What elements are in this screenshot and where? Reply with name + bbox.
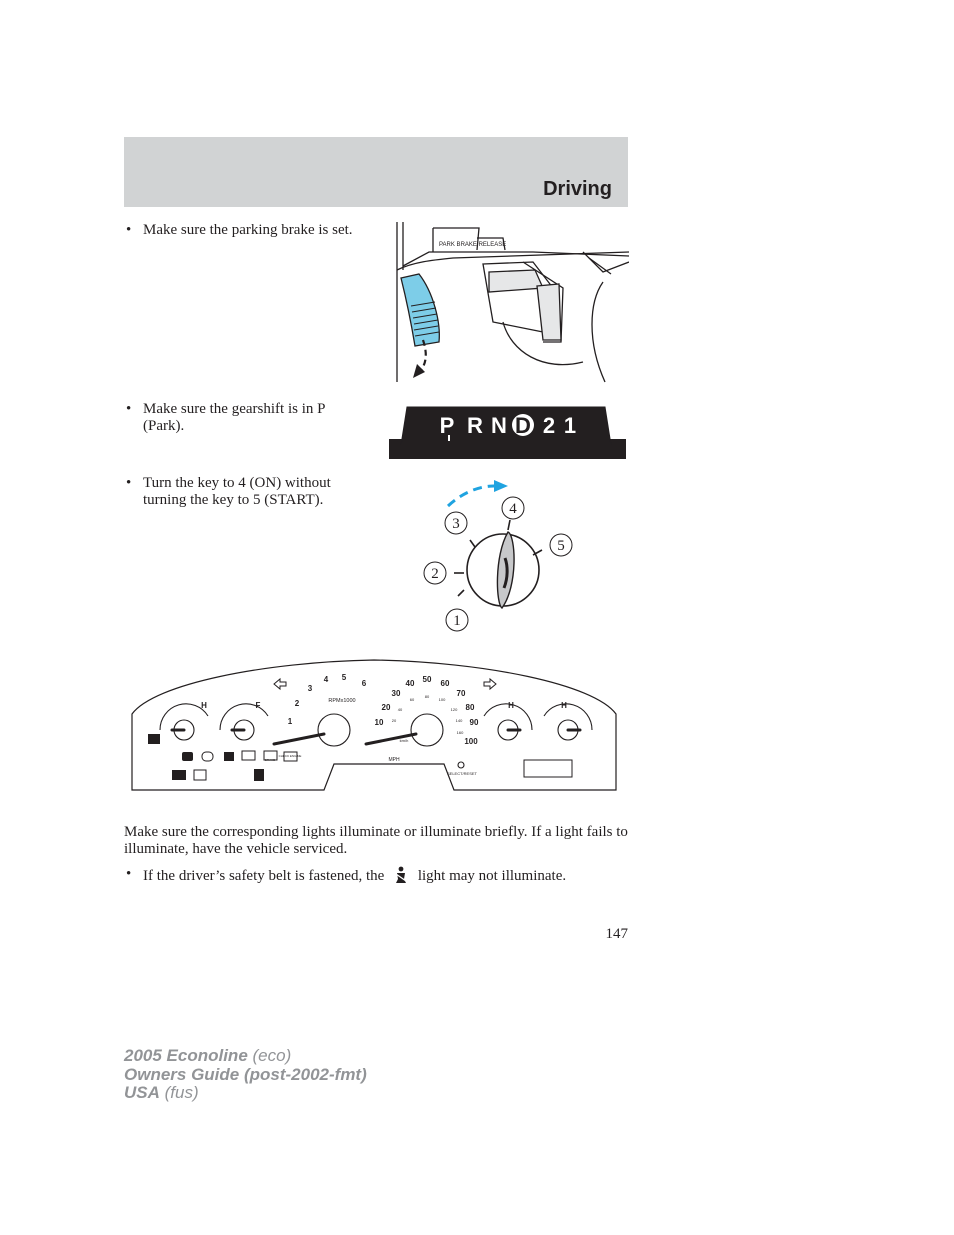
select-reset-label: SELECT/RESET	[446, 771, 478, 776]
footer-model-code: (eco)	[252, 1046, 292, 1065]
bullet-dot: •	[126, 222, 132, 238]
footer-guide: Owners Guide (post-2002-fmt)	[124, 1064, 367, 1084]
ignition-direction-arrow	[448, 486, 494, 506]
odometer-display	[524, 760, 572, 777]
footer-line-guide	[124, 1066, 367, 1085]
footer-line-model	[124, 1047, 367, 1066]
position-4: 4	[509, 501, 517, 517]
kmh-label-100: 100	[438, 697, 446, 702]
parking-brake-illustration	[393, 222, 629, 386]
gear-d: D	[515, 413, 531, 438]
gear-2: 2	[542, 413, 556, 438]
speed-label-20: 20	[381, 703, 391, 712]
gear-p: P	[439, 413, 455, 438]
kmh-label-160: 160	[456, 730, 464, 735]
tach-label-2: 2	[294, 699, 300, 708]
speed-label-80: 80	[465, 703, 475, 712]
temp-gauge-h: H	[508, 701, 514, 710]
fuel-gauge-f: F	[255, 701, 261, 710]
tach-label-4: 4	[323, 675, 329, 684]
step-ignition	[124, 475, 369, 508]
note-after: light may not illuminate.	[417, 868, 567, 884]
kmh-label-20: 20	[391, 718, 397, 723]
instrument-cluster	[124, 654, 624, 794]
step-text: Make sure the parking brake is set.	[143, 222, 353, 238]
tach-label-5: 5	[341, 673, 347, 682]
arrow-head	[413, 364, 425, 378]
ignition-switch-illustration	[418, 476, 578, 636]
brake-release-label: PARK BRAKE RELEASE	[439, 242, 507, 248]
ignition-arrow-head	[494, 480, 508, 492]
kmh-label-80: 80	[424, 694, 430, 699]
airbag-icon	[182, 752, 193, 761]
position-5: 5	[557, 538, 565, 554]
overdrive-off-icon	[148, 734, 160, 744]
speed-unit: MPH	[388, 757, 400, 763]
step-text: Make sure the gearshift is in P (Park).	[143, 401, 325, 434]
wrench-icon	[172, 770, 186, 780]
kmh-label-40: 40	[397, 707, 403, 712]
tach-label-6: 6	[361, 679, 367, 688]
footer-region: USA	[124, 1083, 160, 1102]
step-parking-brake	[124, 222, 369, 239]
section-title: Driving	[543, 178, 612, 200]
step-gearshift	[124, 401, 369, 434]
speed-label-30: 30	[391, 689, 401, 698]
header-bar	[124, 137, 628, 207]
step-text: Turn the key to 4 (ON) without turning the key to 5 (START).	[143, 475, 331, 508]
speed-label-60: 60	[440, 679, 450, 688]
footer-line-region	[124, 1084, 367, 1103]
bullet-dot: •	[126, 866, 132, 882]
footer-model: 2005 Econoline	[124, 1046, 248, 1065]
kmh-label-140: 140	[455, 718, 463, 723]
footer-region-code: (fus)	[164, 1083, 199, 1102]
lights-check-paragraph: Make sure the corresponding lights illuminate or illuminate briefly. If a light fails to illuminate, have the vehicle serviced.	[124, 824, 628, 857]
gear-indicator	[389, 405, 626, 460]
speed-label-70: 70	[456, 689, 466, 698]
bullet-dot: •	[126, 401, 132, 417]
tach-unit: RPMx1000	[328, 698, 356, 704]
fuel-cap-icon	[224, 752, 234, 761]
gear-r: R	[467, 413, 483, 438]
brake-icon-label: BRAKE	[264, 758, 276, 762]
position-1: 1	[453, 613, 461, 629]
tach-label-1: 1	[287, 717, 293, 726]
footer	[124, 1047, 367, 1103]
speed-label-100: 100	[464, 737, 478, 746]
speed-label-10: 10	[374, 718, 384, 727]
gear-n: N	[491, 413, 507, 438]
speed-label-90: 90	[469, 718, 479, 727]
page-number: 147	[605, 926, 628, 942]
position-3: 3	[452, 516, 460, 532]
seatbelt-note	[124, 866, 566, 885]
volt-gauge-h: H	[561, 701, 567, 710]
gear-1: 1	[563, 413, 577, 438]
seatbelt-icon	[392, 866, 410, 884]
check-engine-icon-label: CHECK ENGINE	[278, 754, 302, 758]
seatbelt-icon	[254, 769, 264, 781]
speed-label-40: 40	[405, 679, 415, 688]
kmh-unit: km/h	[399, 738, 409, 743]
bullet-dot: •	[126, 475, 132, 491]
tach-label-3: 3	[307, 684, 313, 693]
speed-label-50: 50	[422, 675, 432, 684]
kmh-label-60: 60	[409, 697, 415, 702]
oil-gauge-h: H	[201, 701, 207, 710]
seatbelt-note-text	[143, 866, 566, 885]
position-2: 2	[431, 566, 439, 582]
note-before: If the driver’s safety belt is fastened, the	[143, 868, 385, 884]
kmh-label-120: 120	[450, 707, 458, 712]
